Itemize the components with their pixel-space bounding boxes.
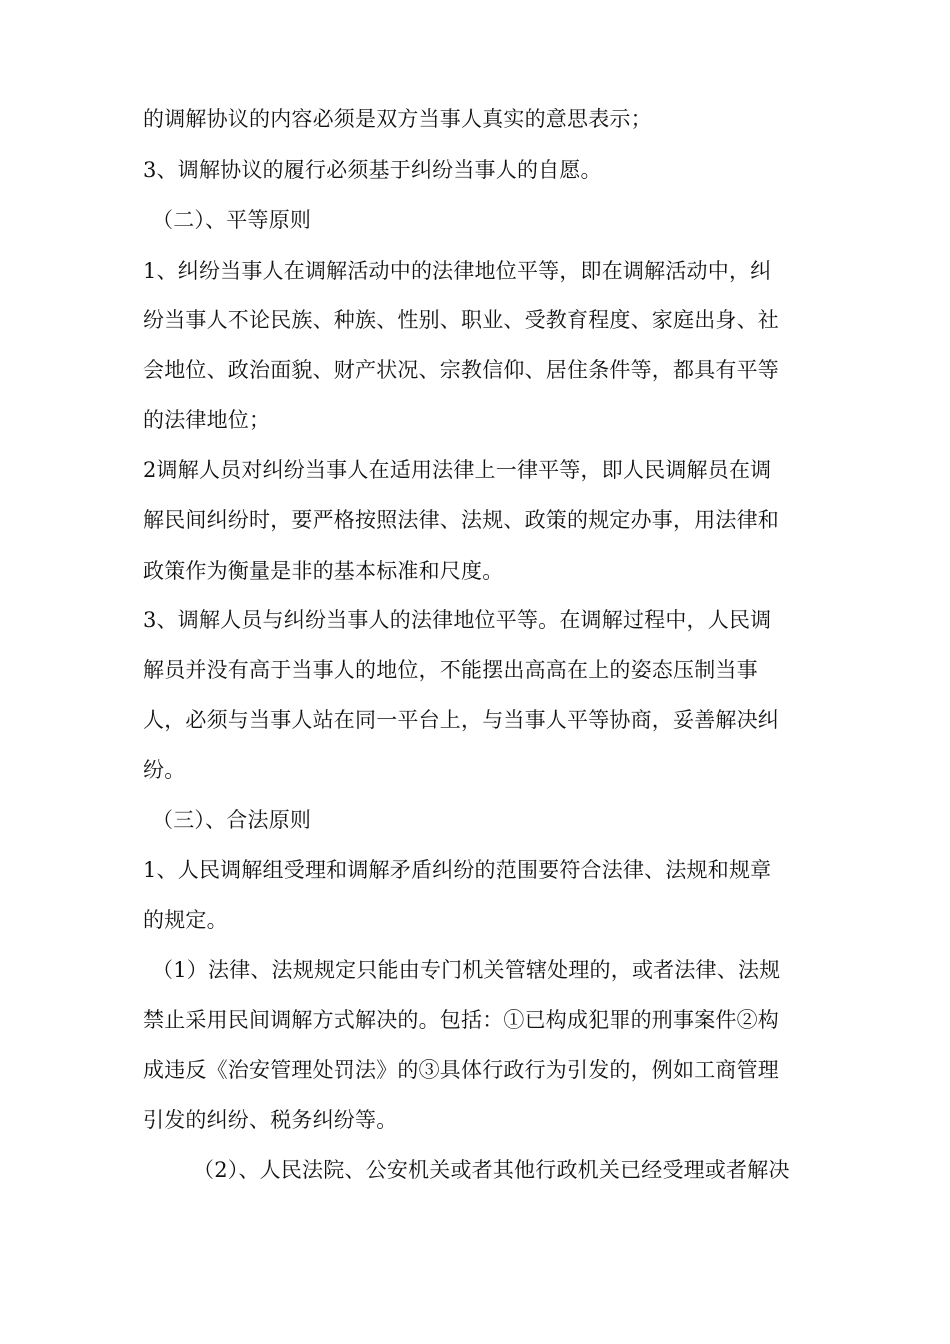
text-line-16: 1、人民调解组受理和调解矛盾纠纷的范围要符合法律、法规和规章: [143, 858, 772, 882]
text-line-18: （1）法律、法规规定只能由专门机关管辖处理的，或者法律、法规: [152, 958, 781, 982]
text-line-11: 3、调解人员与纠纷当事人的法律地位平等。在调解过程中，人民调: [143, 608, 772, 632]
text-line-2: 3、调解协议的履行必须基于纠纷当事人的自愿。: [143, 158, 602, 182]
text-line-7: 的法律地位；: [143, 408, 271, 432]
text-line-8: 2调解人员对纠纷当事人在适用法律上一律平等，即人民调解员在调: [143, 458, 772, 482]
text-line-22: （2）、人民法院、公安机关或者其他行政机关已经受理或者解决: [193, 1158, 790, 1182]
text-line-1: 的调解协议的内容必须是双方当事人真实的意思表示；: [143, 107, 652, 131]
text-line-10: 政策作为衡量是非的基本标准和尺度。: [143, 559, 504, 583]
text-line-19: 禁止采用民间调解方式解决的。包括：①已构成犯罪的刑事案件②构: [143, 1008, 779, 1032]
text-line-21: 引发的纠纷、税务纠纷等。: [143, 1108, 398, 1132]
text-line-5: 纷当事人不论民族、种族、性别、职业、受教育程度、家庭出身、社: [143, 308, 779, 332]
text-line-13: 人，必须与当事人站在同一平台上，与当事人平等协商，妥善解决纠: [143, 708, 779, 732]
text-line-14: 纷。: [143, 758, 186, 782]
text-line-6: 会地位、政治面貌、财产状况、宗教信仰、居住条件等，都具有平等: [143, 358, 779, 382]
section-heading-legality: （三）、合法原则: [152, 808, 312, 832]
text-line-17: 的规定。: [143, 908, 228, 932]
text-line-9: 解民间纠纷时，要严格按照法律、法规、政策的规定办事，用法律和: [143, 508, 779, 532]
text-line-20: 成违反《治安管理处罚法》的③具体行政行为引发的，例如工商管理: [143, 1058, 779, 1082]
text-line-4: 1、纠纷当事人在调解活动中的法律地位平等，即在调解活动中，纠: [143, 259, 772, 283]
text-line-12: 解员并没有高于当事人的地位，不能摆出高高在上的姿态压制当事: [143, 658, 758, 682]
section-heading-equality: （二）、平等原则: [152, 208, 312, 232]
